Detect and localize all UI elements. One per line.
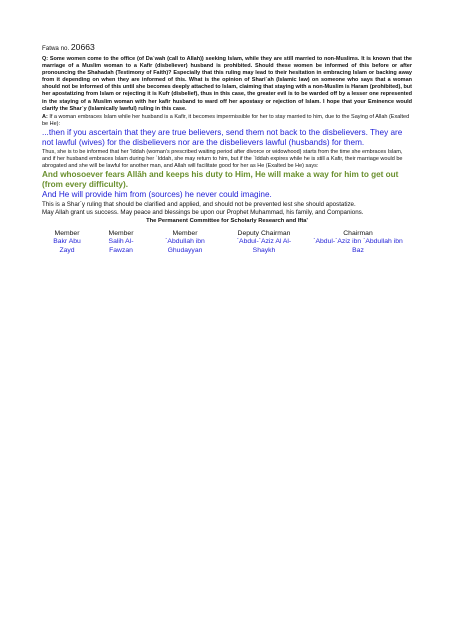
signatories [42, 230, 412, 260]
signatory-1 [42, 230, 92, 255]
signatory-name-line: Shaykh [252, 246, 276, 254]
signatory-4 [228, 230, 300, 255]
signatory-name-line: Ghudayyan [167, 246, 203, 254]
signatory-name-line: Salih Al- [108, 238, 134, 246]
signatory-role: Member [172, 230, 198, 238]
signatory-name-line: Zayd [59, 246, 75, 254]
answer-intro-text: If a woman embraces Islam while her husband is a Kafir, it becomes impermissible for her to stay married to him, due to the Saying of Allah (Exalted be He): [42, 113, 410, 127]
signatory-role: Member [54, 230, 80, 238]
fatwa-number: 20663 [70, 42, 95, 52]
answer-intro [42, 114, 412, 128]
signatory-2 [94, 230, 148, 255]
answer-middle: Thus, she is to be informed that her 'Iddah (woman's prescribed waiting period after divorce or widowhood) starts from the time she embraces Islam, and if her husband embraces Islam during her `Iddah, she may return to him, but if the `Iddah expires while he is still a Kafir, their marriage would be abrogated and she will be lawful for another man, and Allah will facilitate good for her as He (Exalted be He) says: [42, 148, 403, 169]
signatory-name-line: Fawzan [109, 246, 133, 254]
question-text: Q: Some women come to the office (of Da`wah (call to Allah)) seeking Islam, while they are still married to non-Muslims. It is known that the marriage of a Muslim woman to a Kafir (disbeliever) husband is prohibited. Should these women be informed of this before or after pronouncing the Shahadah (Testimony of Faith)? Especially that this ruling may lead to their hesitation in embracing Islam or backing away from it depending on when they are informed of this. What is the opinion of Shari`ah (Islamic law) on someone who says that a woman should not be informed of this until she becomes deeply attached to Islam, claiming that staying with a non-Muslim is Haram (prohibited), but her apostatizing from Islam or rejecting it is Kufr (disbelief), thus in this case, the greater evil is to be warded off by a lesser one represented in the staying of a Muslim woman with her kafir husband to ward off her apostasy or rejection of Islam. I hope that your Eminence would clarify the Shar`y (Islamically lawful) ruling in this case. [42, 56, 412, 112]
fatwa-header [42, 42, 412, 52]
verse-quote-2: And whosoever fears Allāh and keeps his duty to Him, He will make a way for him to get out (from every difficulty). [42, 169, 399, 189]
signatory-name-line: Baz [352, 246, 364, 254]
verse-quote-3: And He will provide him from (sources) he never could imagine. [42, 190, 272, 200]
fatwa-label: Fatwa no. [42, 45, 70, 52]
committee-title: The Permanent Committee for Scholarly Research and Ifta' [146, 218, 308, 225]
signatory-5 [306, 230, 410, 255]
ruling-text: This is a Shar`y ruling that should be clarified and applied, and should not be prevented lest she should apostatize. [42, 200, 356, 208]
signatory-name-line: Bakr Abu [53, 238, 81, 246]
signatory-role: Deputy Chairman [237, 230, 291, 238]
answer-label: A: [42, 113, 48, 120]
closing-text: May Allah grant us success. May peace and blessings be upon our Prophet Muhammad, his family, and Companions. [42, 208, 364, 216]
signatory-role: Member [108, 230, 134, 238]
signatory-name-line: `Abdullah ibn [165, 238, 205, 246]
verse-quote-1: ...then if you ascertain that they are true believers, send them not back to the disbelievers. They are not lawful (wives) for the disbelievers nor are the disbelievers lawful (husbands) for them. [42, 127, 403, 148]
signatory-name-line: `Abdul-`Aziz ibn `Abdullah ibn [313, 238, 403, 246]
signatory-3 [154, 230, 216, 255]
signatory-name-line: `Abdul-`Aziz Al Al- [236, 238, 292, 246]
signatory-role: Chairman [343, 230, 373, 238]
